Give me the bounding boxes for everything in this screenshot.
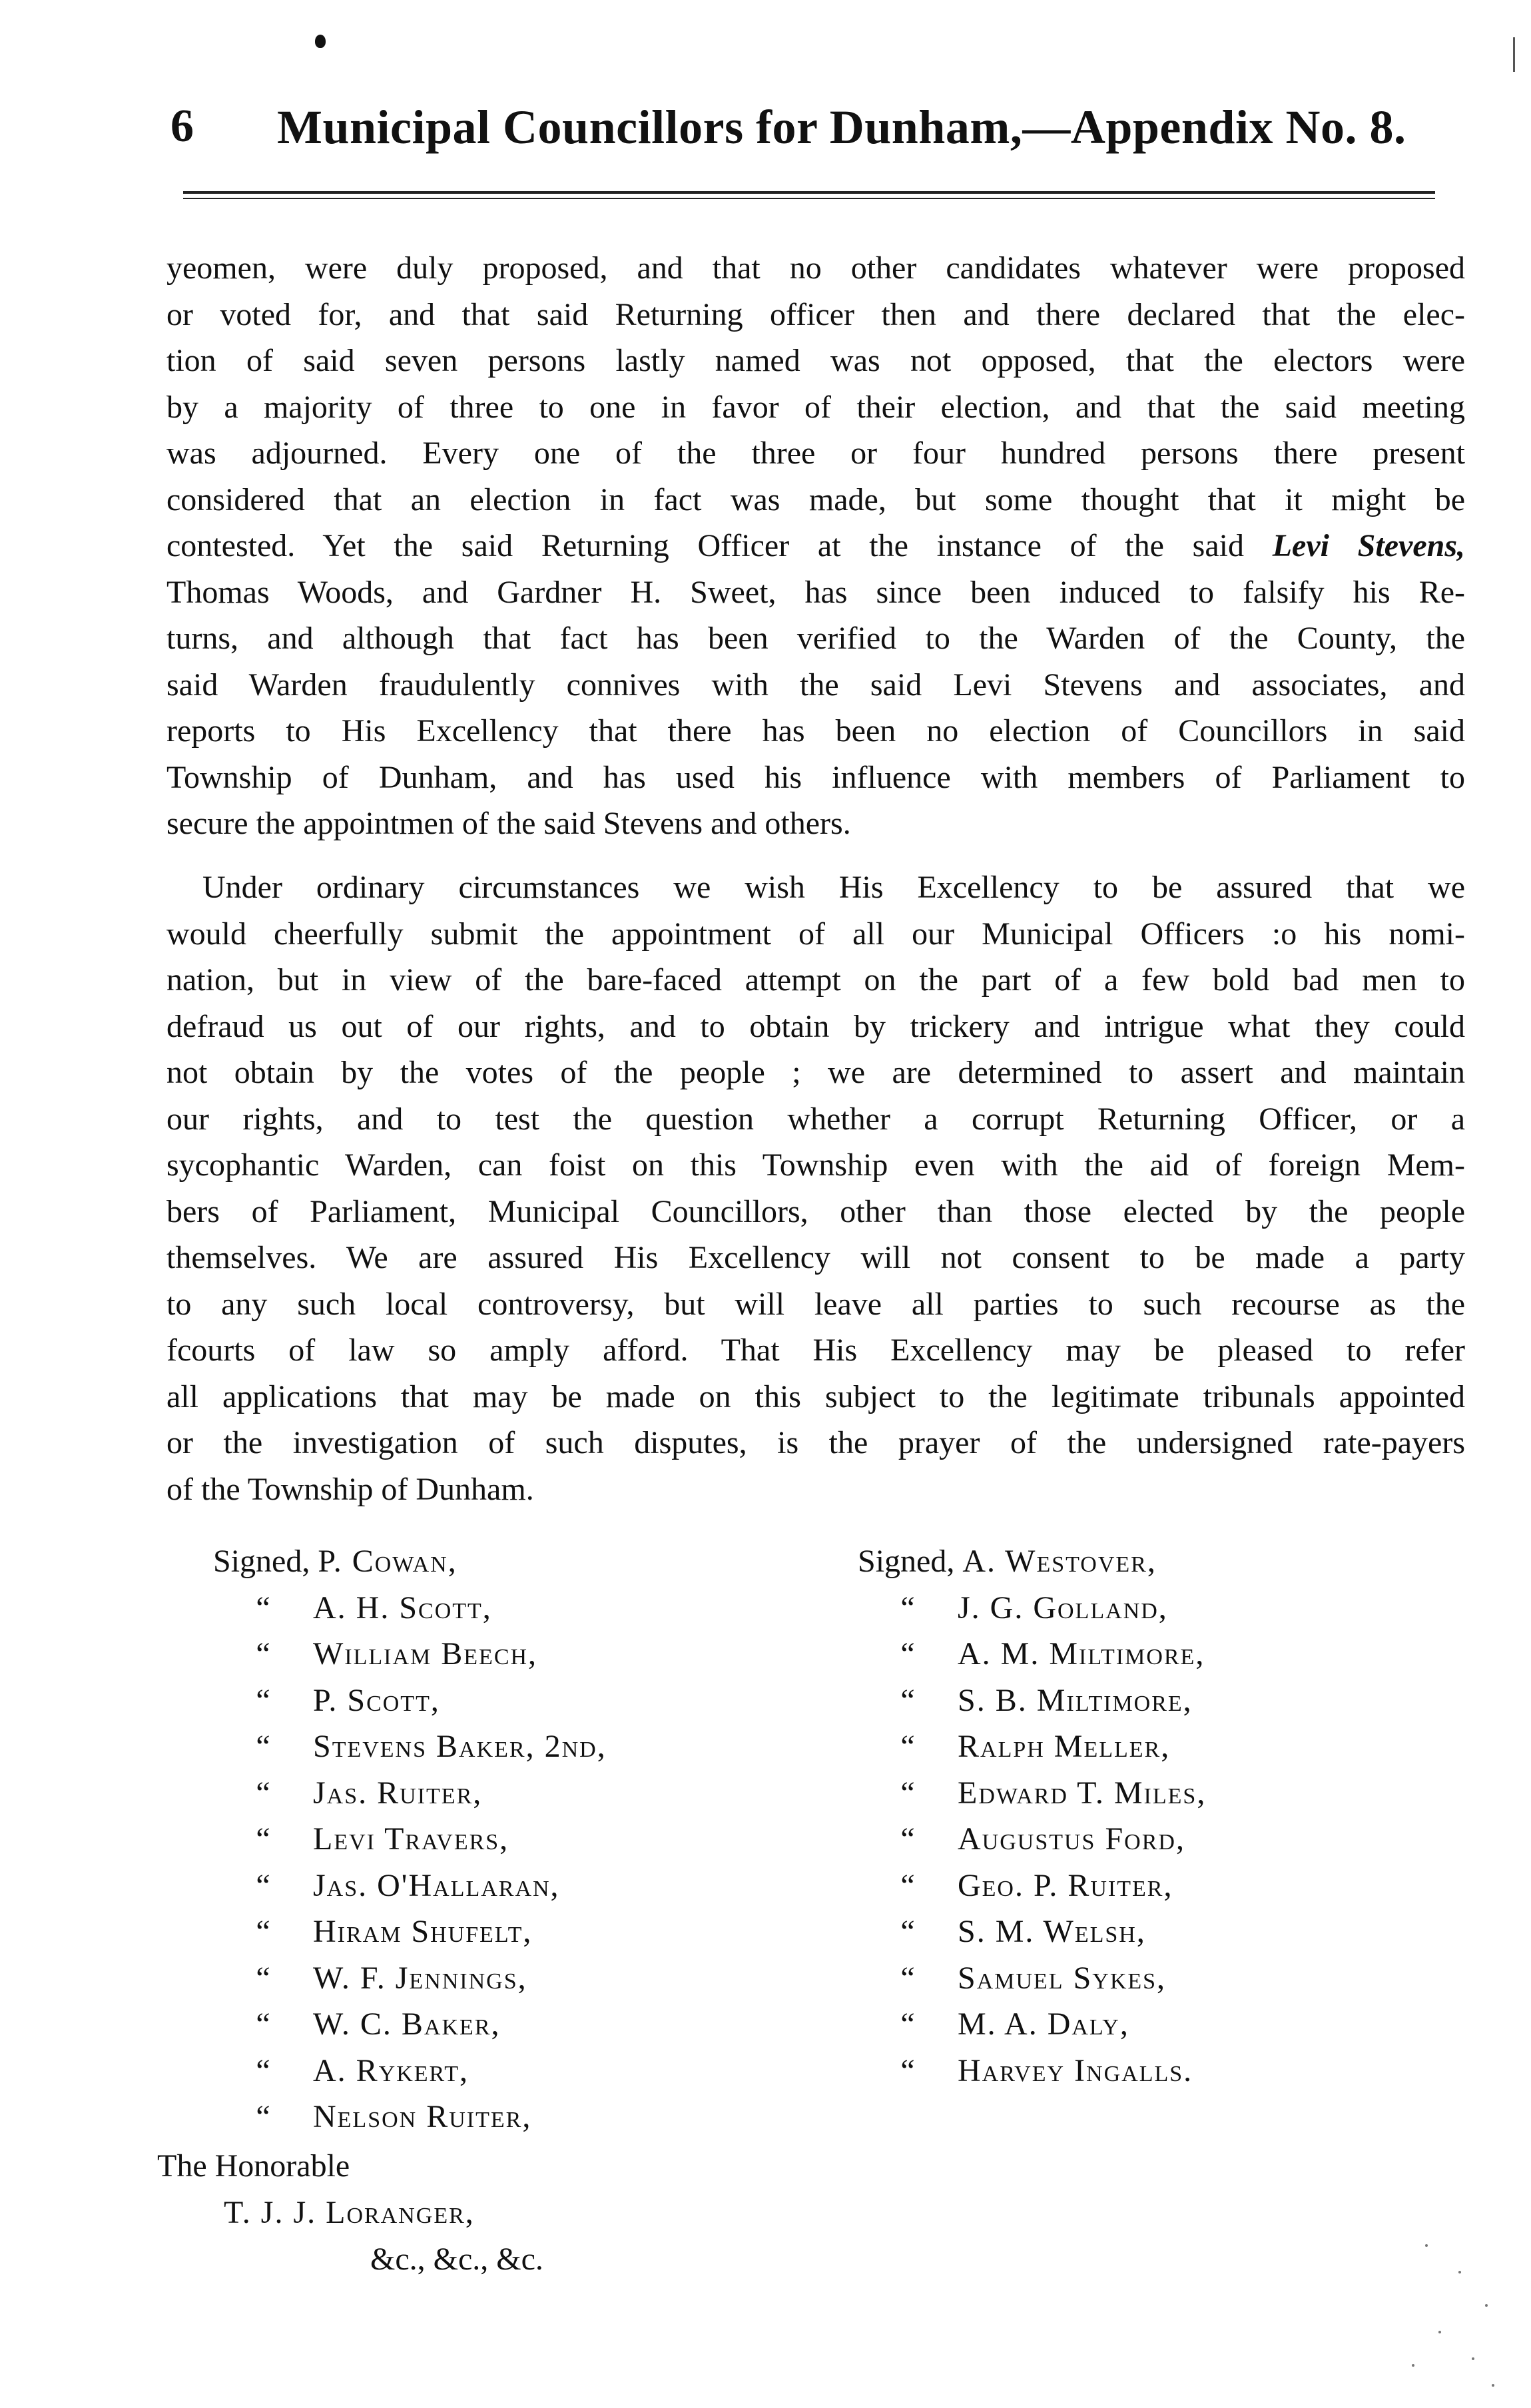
- body-line: defraud us out of our rights, and to obtain by trickery and intrigue what they could: [166, 1008, 1465, 1044]
- signature-row: [213, 2001, 607, 2048]
- signatory-name: A. M. Miltimore,: [958, 1636, 1205, 1671]
- body-line: all applications that may be made on this subject to the legitimate tribunals appointed: [166, 1378, 1465, 1414]
- signatory-name: A. H. Scott,: [313, 1590, 492, 1626]
- header-rule-thin: [183, 198, 1435, 199]
- signature-row: [213, 1955, 607, 2002]
- addressee-line-3: &c., &c., &c.: [370, 2242, 543, 2277]
- signatory-name: Levi Travers,: [313, 1821, 509, 1857]
- addressee-line-1: The Honorable: [157, 2148, 350, 2184]
- body-line: fcourts of law so amply afford. That His Excellency may be pleased to refer: [166, 1333, 1465, 1368]
- signature-row: [858, 2001, 1206, 2048]
- signatory-name: Augustus Ford,: [958, 1821, 1185, 1857]
- signature-row: [213, 2094, 607, 2140]
- ditto-mark: “: [900, 1775, 915, 1811]
- body-line: said Warden fraudulently connives with the said Levi Stevens and associates, and: [166, 667, 1465, 703]
- signature-row: [858, 1631, 1206, 1677]
- body-line: not obtain by the votes of the people ; we are determined to assert and maintain: [166, 1055, 1465, 1090]
- body-line: nation, but in view of the bare-faced attempt on the part of a few bold bad men to: [166, 962, 1465, 998]
- signatory-name: J. G. Golland,: [958, 1590, 1168, 1626]
- ditto-mark: “: [900, 2006, 915, 2042]
- body-line-composite: [166, 523, 1465, 569]
- body-line: to any such local controversy, but will leave all parties to such recourse as the: [166, 1286, 1465, 1322]
- printer-mark-dot: [315, 35, 326, 48]
- ditto-mark: “: [256, 1960, 270, 1996]
- margin-mark: [1513, 37, 1515, 72]
- ditto-mark: “: [900, 1682, 915, 1718]
- ditto-mark: “: [900, 1636, 915, 1671]
- addressee-line-2: T. J. J. Loranger,: [224, 2195, 475, 2230]
- body-line: themselves. We are assured His Excellency will not consent to be made a party: [166, 1240, 1465, 1275]
- signatory-name: Stevens Baker, 2nd,: [313, 1729, 607, 1764]
- body-paragraph-2: [166, 864, 1465, 1512]
- signature-row: [858, 1955, 1206, 2002]
- body-line: by a majority of three to one in favor of their election, and that the said meeting: [166, 389, 1465, 425]
- body-line: sycophantic Warden, can foist on this Township even with the aid of foreign Mem-: [166, 1147, 1465, 1183]
- ditto-mark: “: [900, 1821, 915, 1857]
- signature-row: [858, 1723, 1206, 1770]
- signature-row: [213, 1770, 607, 1817]
- addressee-block: [157, 2143, 543, 2283]
- ditto-mark: “: [900, 2052, 915, 2088]
- signature-row: [213, 1677, 607, 1724]
- body-line: secure the appointmen of the said Stevens and others.: [166, 806, 851, 841]
- body-line: considered that an election in fact was made, but some thought that it might be: [166, 481, 1465, 517]
- signatory-name: P. Scott,: [313, 1682, 440, 1718]
- signatory-name: W. C. Baker,: [313, 2006, 501, 2042]
- ditto-mark: “: [256, 1821, 270, 1857]
- ditto-mark: “: [256, 1867, 270, 1903]
- signature-row: [858, 1585, 1206, 1632]
- signatory-name: Hiram Shufelt,: [313, 1914, 533, 1949]
- ditto-mark: “: [256, 1590, 270, 1626]
- ditto-mark: “: [900, 1867, 915, 1903]
- body-line: our rights, and to test the question whether a corrupt Returning Officer, or a: [166, 1101, 1465, 1137]
- signatory-name: Jas. O'Hallaran,: [313, 1867, 560, 1903]
- italic-name-levi-stevens: Levi Stevens,: [1272, 528, 1466, 563]
- signatory-name: S. M. Welsh,: [958, 1914, 1146, 1949]
- ditto-mark: “: [256, 1914, 270, 1949]
- signatory-name: William Beech,: [313, 1636, 538, 1671]
- header-rule-thick: [183, 191, 1435, 194]
- ditto-mark: “: [900, 1914, 915, 1949]
- ditto-mark: “: [256, 1682, 270, 1718]
- signatory-name: Harvey Ingalls.: [958, 2052, 1193, 2088]
- page-number: 6: [170, 101, 194, 152]
- signatory-name: S. B. Miltimore,: [958, 1682, 1193, 1718]
- body-line: Township of Dunham, and has used his influence with members of Parliament to: [166, 759, 1465, 795]
- body-line: yeomen, were duly proposed, and that no other candidates whatever were proposed: [166, 250, 1465, 286]
- ditto-mark: “: [900, 1590, 915, 1626]
- signatures-right-column: [858, 1538, 1206, 2094]
- page-header: [170, 100, 1436, 173]
- signatory-name: Edward T. Miles,: [958, 1775, 1207, 1811]
- signature-row: [213, 2048, 607, 2094]
- signatory-name: Ralph Meller,: [958, 1729, 1171, 1764]
- body-line: was adjourned. Every one of the three or four hundred persons there present: [166, 436, 1465, 471]
- scan-speckle: [1398, 2231, 1512, 2404]
- running-title: Municipal Councillors for Dunham,—Appendix No. 8.: [277, 101, 1406, 154]
- signature-row: [858, 1816, 1206, 1863]
- ditto-mark: “: [256, 2099, 270, 2134]
- signature-row: [858, 1909, 1206, 1955]
- body-line: turns, and although that fact has been verified to the Warden of the County, the: [166, 621, 1465, 656]
- body-line: Under ordinary circumstances we wish His Excellency to be assured that we: [202, 870, 1465, 905]
- signed-label: Signed,: [858, 1544, 955, 1579]
- body-line: tion of said seven persons lastly named was not opposed, that the electors were: [166, 343, 1465, 378]
- signatory-name: Jas. Ruiter,: [313, 1775, 483, 1811]
- signatory-name: M. A. Daly,: [958, 2006, 1129, 2042]
- body-line: bers of Parliament, Municipal Councillors, other than those elected by the people: [166, 1193, 1465, 1229]
- signature-row: [858, 1770, 1206, 1817]
- body-line: or voted for, and that said Returning officer then and there declared that the elec-: [166, 296, 1465, 332]
- body-line: of the Township of Dunham.: [166, 1471, 534, 1507]
- ditto-mark: “: [256, 2052, 270, 2088]
- ditto-mark: “: [900, 1729, 915, 1764]
- signatory-name: Samuel Sykes,: [958, 1960, 1167, 1996]
- signature-row: [213, 1538, 607, 1585]
- signature-row: [213, 1723, 607, 1770]
- signed-label: Signed,: [213, 1544, 310, 1579]
- signatures-left-column: [213, 1538, 607, 2140]
- ditto-mark: “: [900, 1960, 915, 1996]
- signatory-name: W. F. Jennings,: [313, 1960, 527, 1996]
- ditto-mark: “: [256, 1729, 270, 1764]
- signature-row: [858, 1677, 1206, 1724]
- body-line: would cheerfully submit the appointment of all our Municipal Officers :o his nomi-: [166, 916, 1465, 952]
- body-line: or the investigation of such disputes, is the prayer of the undersigned rate-payers: [166, 1425, 1465, 1460]
- signatory-name: A. Rykert,: [313, 2052, 469, 2088]
- body-line: reports to His Excellency that there has been no election of Councillors in said: [166, 713, 1465, 749]
- signatory-name: Geo. P. Ruiter,: [958, 1867, 1173, 1903]
- signatory-name: A. Westover,: [962, 1544, 1157, 1579]
- ditto-mark: “: [256, 1636, 270, 1671]
- body-line: Thomas Woods, and Gardner H. Sweet, has since been induced to falsify his Re-: [166, 574, 1465, 610]
- signature-row: [858, 1863, 1206, 1909]
- ditto-mark: “: [256, 1775, 270, 1811]
- signatory-name: Nelson Ruiter,: [313, 2099, 532, 2134]
- signature-row: [213, 1816, 607, 1863]
- signature-row: [213, 1585, 607, 1632]
- signature-row: [858, 2048, 1206, 2094]
- body-text-segment: contested. Yet the said Returning Officer at the instance of the said: [166, 528, 1244, 563]
- signature-row: [858, 1538, 1206, 1585]
- signature-row: [213, 1863, 607, 1909]
- signature-row: [213, 1631, 607, 1677]
- ditto-mark: “: [256, 2006, 270, 2042]
- signatory-name: P. Cowan,: [318, 1544, 458, 1579]
- body-paragraph-1: [166, 245, 1465, 847]
- signature-row: [213, 1909, 607, 1955]
